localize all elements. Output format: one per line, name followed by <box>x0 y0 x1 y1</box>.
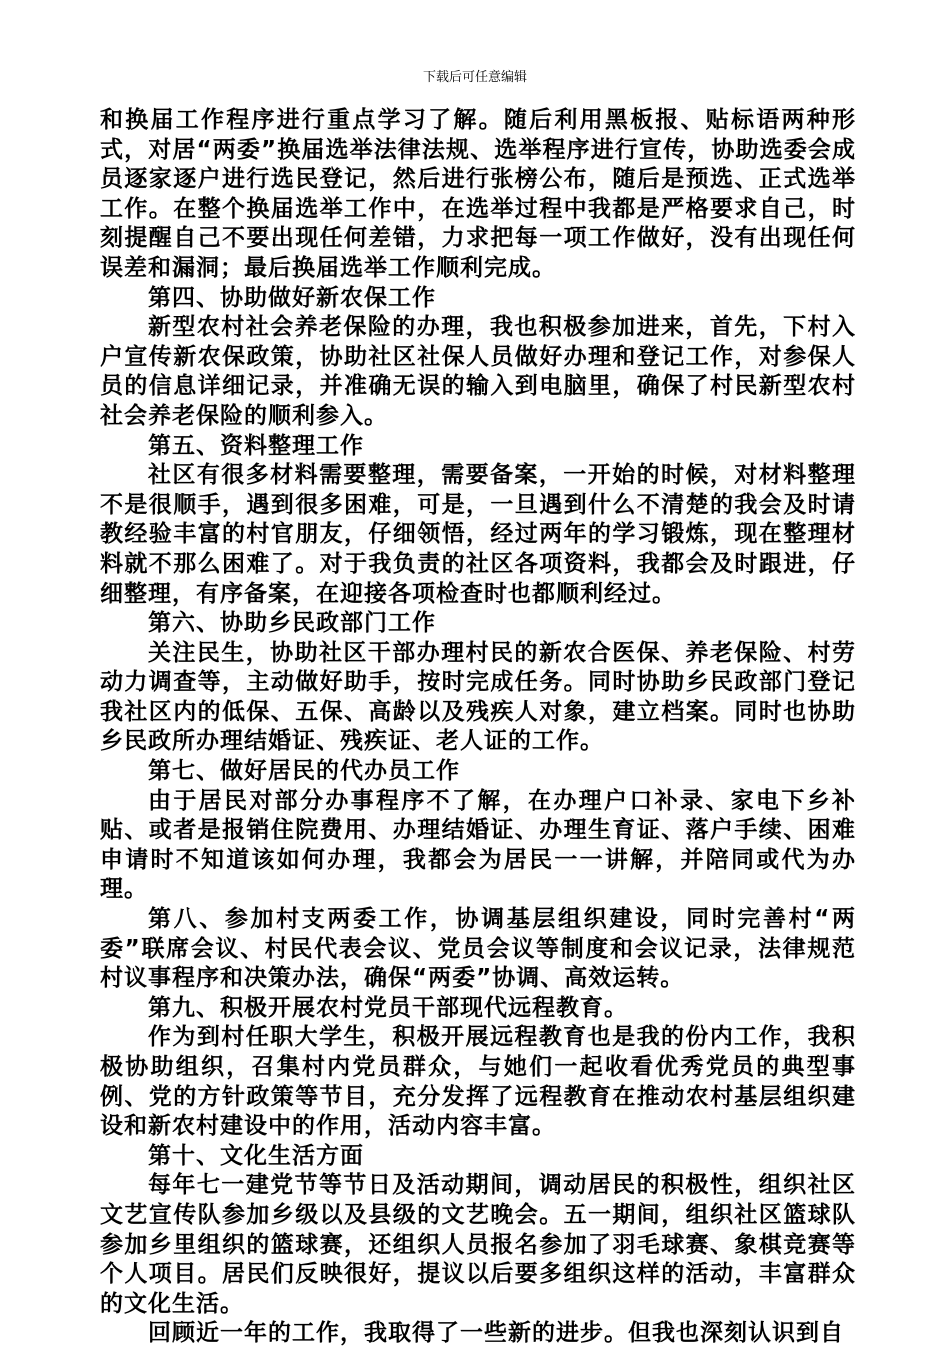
section-heading-4: 第四、协助做好新农保工作 <box>148 284 436 311</box>
paragraph-4: 关注民生，协助社区干部办理村民的新农合医保、养老保险、村劳动力调查等，主动做好助手，按时完成任务。同时协助乡民政部门登记我社区内的低保、五保、高龄以及残疾人对象，建立档案。同时也协助乡民政所办理结婚证、残疾证、老人证的工作。 <box>100 639 856 755</box>
section-heading-9: 第九、积极开展农村党员干部现代远程教育。 <box>148 994 628 1021</box>
paragraph-8: 回顾近一年的工作，我取得了一些新的进步。但我也深刻认识到自 <box>148 1320 844 1347</box>
section-heading-5: 第五、资料整理工作 <box>148 432 364 459</box>
document-body <box>100 106 856 1349</box>
section-heading-7: 第七、做好居民的代办员工作 <box>148 758 460 785</box>
page-header: 下载后可任意编辑 <box>422 70 527 85</box>
paragraph-7: 每年七一建党节等节日及活动期间，调动居民的积极性，组织社区文艺宣传队参加乡级以及县级的文艺晚会。五一期间，组织社区篮球队参加乡里组织的篮球赛，还组织人员报名参加了羽毛球赛、象棋竞赛等个人项目。居民们反映很好，提议以后要多组织这样的活动，丰富群众的文化生活。 <box>100 1172 856 1317</box>
paragraph-5: 由于居民对部分办事程序不了解，在办理户口补录、家电下乡补贴、或者是报销住院费用、办理结婚证、办理生育证、落户手续、困难申请时不知道该如何办理，我都会为居民一一讲解，并陪同或代为办理。 <box>100 787 856 903</box>
paragraph-2: 新型农村社会养老保险的办理，我也积极参加进来，首先，下村入户宣传新农保政策，协助社区社保人员做好办理和登记工作，对参保人员的信息详细记录，并准确无误的输入到电脑里，确保了村民新型农村社会养老保险的顺利参入。 <box>100 314 856 429</box>
section-heading-10: 第十、文化生活方面 <box>148 1142 364 1169</box>
paragraph-3: 社区有很多材料需要整理，需要备案，一开始的时候，对材料整理不是很顺手，遇到很多困难，可是，一旦遇到什么不清楚的我会及时请教经验丰富的村官朋友，仔细领悟，经过两年的学习锻炼，现在整理材料就不那么困难了。对于我负责的社区各项资料，我都会及时跟进，仔细整理，有序备案，在迎接各项检查时也都顺利经过。 <box>100 462 856 607</box>
section-heading-6: 第六、协助乡民政部门工作 <box>148 610 436 637</box>
paragraph-6: 作为到村任职大学生，积极开展远程教育也是我的份内工作，我积极协助组织，召集村内党员群众，与她们一起收看优秀党员的典型事例、党的方针政策等节目，充分发挥了远程教育在推动农村基层组织建设和新农村建设中的作用，活动内容丰富。 <box>100 1024 856 1140</box>
section-heading-8: 第八、参加村支两委工作，协调基层组织建设，同时完善村“两委”联席会议、村民代表会议、党员会议等制度和会议记录，法律规范村议事程序和决策办法，确保“两委”协调、高效运转。 <box>100 906 856 992</box>
paragraph-1: 和换届工作程序进行重点学习了解。随后利用黑板报、贴标语两种形式，对居“两委”换届选举法律法规、选举程序进行宣传，协助选委会成员逐家逐户进行选民登记，然后进行张榜公布，随后是预选、正式选举工作。在整个换届选举工作中，在选举过程中我都是严格要求自己，时刻提醒自己不要出现任何差错，力求把每一项工作做好，没有出现任何误差和漏洞；最后换届选举工作顺利完成。 <box>100 107 856 281</box>
